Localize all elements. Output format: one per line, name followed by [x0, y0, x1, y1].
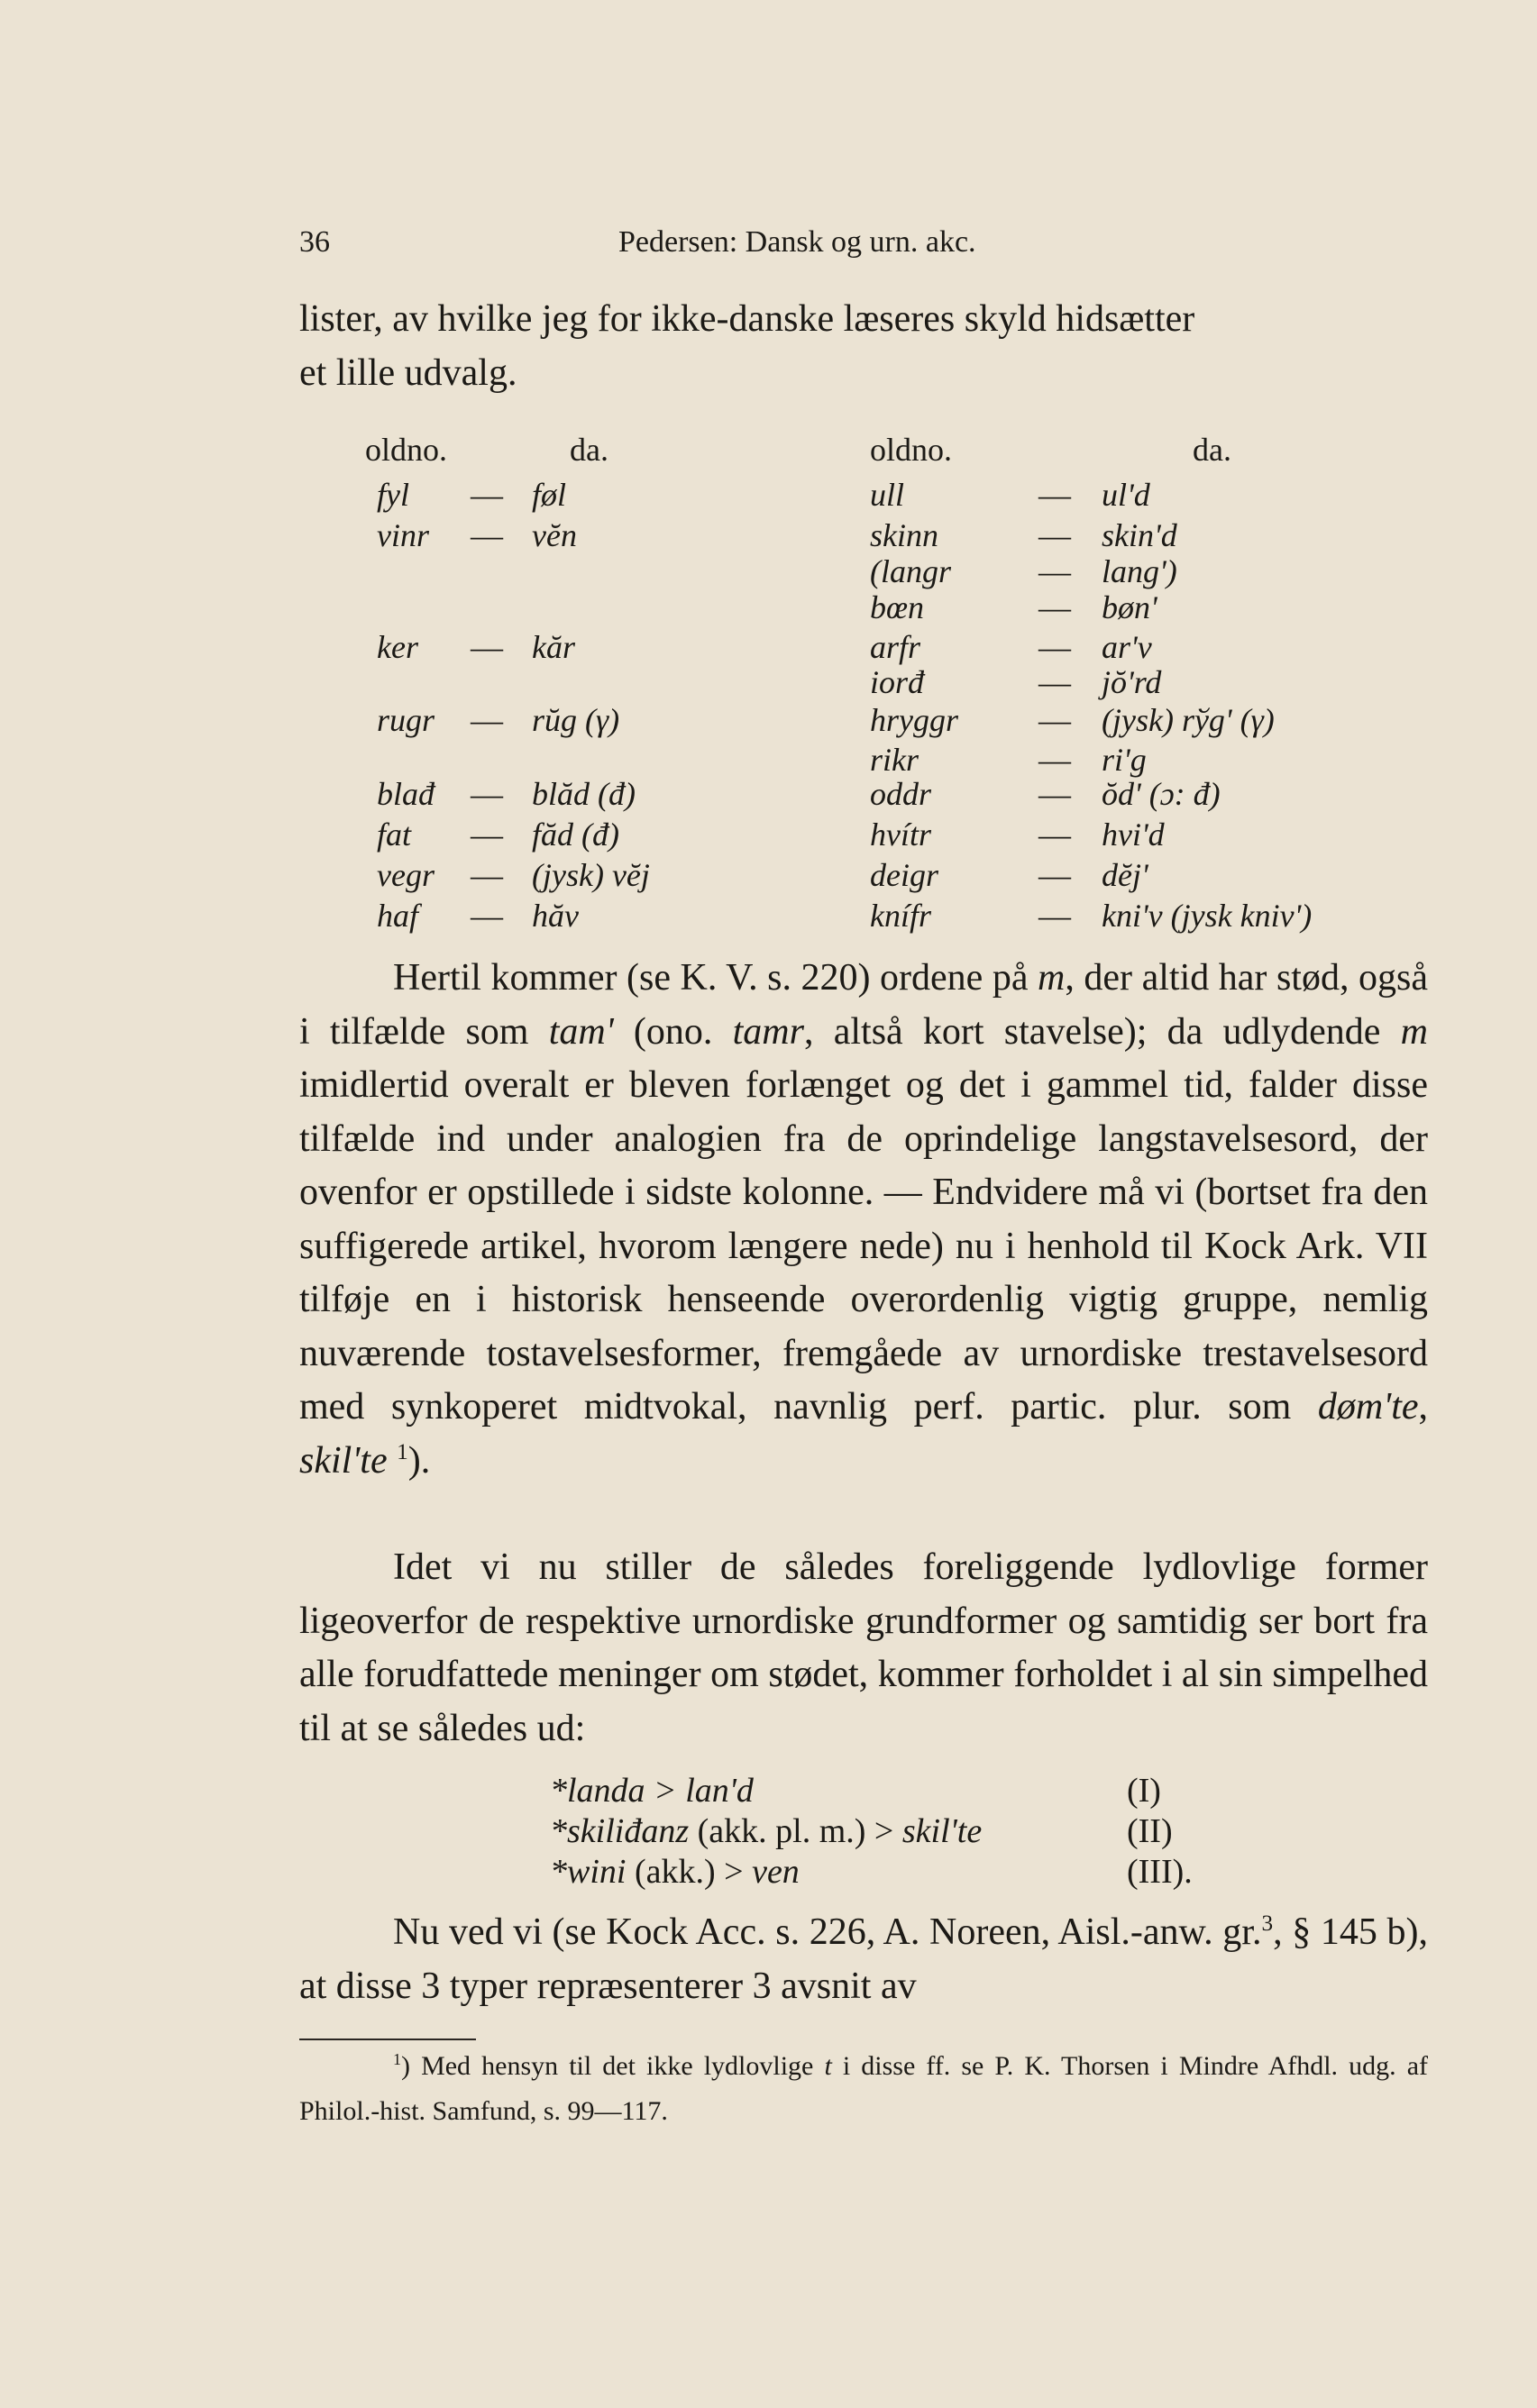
right_rows-dash-0: —	[1038, 477, 1071, 513]
right_rows-dash-2: —	[1038, 553, 1071, 589]
left_rows-oldno-5: fat	[377, 816, 412, 853]
left_rows-dash-1: —	[471, 517, 503, 553]
left_rows-oldno-0: fyl	[377, 477, 409, 513]
right_rows-da-8: ŏd' (ɔ: đ)	[1102, 776, 1221, 812]
right_rows-da-11: kni'v (jysk kniv')	[1102, 898, 1313, 934]
paragraph-2: Idet vi nu stiller de således foreliggende lydlovlige former ligeoverfor de respektive urnordiske grundformer og samtidig ser bort fra alle forudfattede meninger om stødet, kommer forholdet i al sin simpelhed til at se således ud:	[299, 1546, 1428, 1749]
right_rows-da-9: hvi'd	[1102, 816, 1165, 853]
right-header-oldno: oldno.	[870, 432, 953, 468]
right_rows-oldno-4: arfr	[870, 629, 921, 665]
left_rows-oldno-7: haf	[377, 898, 419, 934]
example-3-roman: (III).	[1127, 1853, 1193, 1891]
right_rows-oldno-0: ull	[870, 477, 905, 513]
footnote: $^1$) Med hensyn til det ikke lydlovlige t i disse ff. se P. K. Thorsen i Mindre Afhdl. udg. af Philol.-hist. Samfund, s. 99—117.	[299, 2050, 1429, 2126]
intro-line-2: et lille udvalg.	[299, 352, 517, 394]
left_rows-da-0: føl	[532, 477, 567, 513]
right_rows-oldno-3: bœn	[870, 589, 925, 625]
example-3-form: *wini (akk.) > ven	[550, 1853, 800, 1891]
footnote-ref: 1	[397, 1439, 408, 1464]
right_rows-oldno-6: hryggr	[870, 702, 958, 738]
footnote-marker: 1	[393, 2050, 401, 2068]
left_rows-da-4: blăd (đ)	[532, 776, 636, 812]
italic-skilte: skil'te	[299, 1439, 388, 1482]
paragraph-1: Hertil kommer (se K. V. s. 220) ordene på m, der altid har stød, også i tilfælde som tam' (ono. tamr, altså kort stavelse); da udlydende m imidlertid overalt er bleven forlænget og det i gammel tid, falder disse tilfælde ind under analogien fra de oprindelige langstavelsesord, der ovenfor er opstillede i sidste kolonne. — Endvidere må vi (bortset fra den suffigerede artikel, hvorom længere nede) nu i henhold til Kock Ark. VII tilføje en i historisk henseende overordenlig vigtig gruppe, nemlig nuværende tostavelsesformer, fremgåede av urnordiske trestavelsesord med synkoperet midtvokal, navnlig perf. partic. plur. som døm'te, skil'te $^1$).	[299, 957, 1429, 1482]
italic-tamr: tamr	[732, 1010, 804, 1053]
left_rows-dash-2: —	[471, 629, 503, 665]
italic-m: m	[1038, 957, 1066, 999]
right-header-da: da.	[1193, 432, 1231, 468]
left_rows-dash-4: —	[471, 776, 503, 812]
italic-domte: døm'te	[1317, 1386, 1419, 1427]
example-1-form: *landa > lan'd	[550, 1772, 754, 1810]
right_rows-dash-6: —	[1038, 702, 1071, 738]
left_rows-da-5: făd (đ)	[532, 816, 619, 853]
right_rows-dash-8: —	[1038, 776, 1071, 812]
right_rows-da-4: ar'v	[1102, 629, 1152, 665]
intro-line-1: lister, av hvilke jeg for ikke-danske læseres skyld hidsætter	[299, 298, 1195, 340]
right_rows-da-5: jŏ'rd	[1102, 664, 1162, 700]
example-2-roman: (II)	[1127, 1812, 1173, 1850]
left_rows-da-1: vĕn	[532, 517, 577, 553]
right_rows-oldno-5: iorđ	[870, 664, 925, 700]
left_rows-oldno-3: rugr	[377, 702, 435, 738]
right_rows-dash-1: —	[1038, 517, 1071, 553]
left_rows-da-7: hăv	[532, 898, 579, 934]
right_rows-da-6: (jysk) rўg' (γ)	[1102, 702, 1275, 738]
right_rows-oldno-1: skinn	[870, 517, 938, 553]
left_rows-oldno-4: blađ	[377, 776, 435, 812]
right_rows-da-10: dĕj'	[1102, 857, 1148, 893]
right_rows-oldno-9: hvítr	[870, 816, 931, 853]
footnote-rule	[299, 2039, 476, 2040]
right_rows-dash-9: —	[1038, 816, 1071, 853]
right_rows-oldno-11: knífr	[870, 898, 931, 934]
running-title: Pedersen: Dansk og urn. akc.	[618, 225, 976, 259]
left_rows-dash-6: —	[471, 857, 503, 893]
italic-tam: tam'	[548, 1010, 614, 1053]
left-header-da: da.	[570, 432, 608, 468]
right_rows-oldno-2: (langr	[870, 553, 951, 589]
example-1-roman: (I)	[1127, 1772, 1161, 1810]
left_rows-dash-7: —	[471, 898, 503, 934]
left_rows-dash-0: —	[471, 477, 503, 513]
left_rows-oldno-1: vinr	[377, 517, 429, 553]
page-number: 36	[299, 225, 330, 259]
right_rows-da-0: ul'd	[1102, 477, 1150, 513]
right_rows-da-1: skin'd	[1102, 517, 1177, 553]
right_rows-dash-4: —	[1038, 629, 1071, 665]
left-header-oldno: oldno.	[365, 432, 448, 468]
left_rows-oldno-6: vegr	[377, 857, 435, 893]
right_rows-da-7: ri'g	[1102, 742, 1147, 778]
right_rows-oldno-7: rikr	[870, 742, 919, 778]
paragraph-3: Nu ved vi (se Kock Acc. s. 226, A. Noreen, Aisl.-anw. gr.$^3$, § 145 b), at disse 3 typer repræsenterer 3 avsnit av	[299, 1911, 1428, 2007]
right_rows-da-3: bøn'	[1102, 589, 1157, 625]
right_rows-da-2: lang')	[1102, 553, 1177, 589]
left_rows-da-3: rŭg (γ)	[532, 702, 620, 738]
italic-m-2: m	[1400, 1010, 1429, 1053]
left_rows-dash-3: —	[471, 702, 503, 738]
right_rows-oldno-8: oddr	[870, 776, 932, 812]
right_rows-dash-10: —	[1038, 857, 1071, 893]
left_rows-oldno-2: ker	[377, 629, 418, 665]
edition-superscript: 3	[1261, 1911, 1274, 1936]
left_rows-da-2: kăr	[532, 629, 575, 665]
right_rows-dash-7: —	[1038, 742, 1071, 778]
right_rows-oldno-10: deigr	[870, 857, 938, 893]
right_rows-dash-5: —	[1038, 664, 1071, 700]
right_rows-dash-3: —	[1038, 589, 1071, 625]
left_rows-dash-5: —	[471, 816, 503, 853]
example-2-form: *skiliđanz (akk. pl. m.) > skil'te	[550, 1812, 983, 1850]
left_rows-da-6: (jysk) vĕj	[532, 857, 650, 893]
right_rows-dash-11: —	[1038, 898, 1071, 934]
